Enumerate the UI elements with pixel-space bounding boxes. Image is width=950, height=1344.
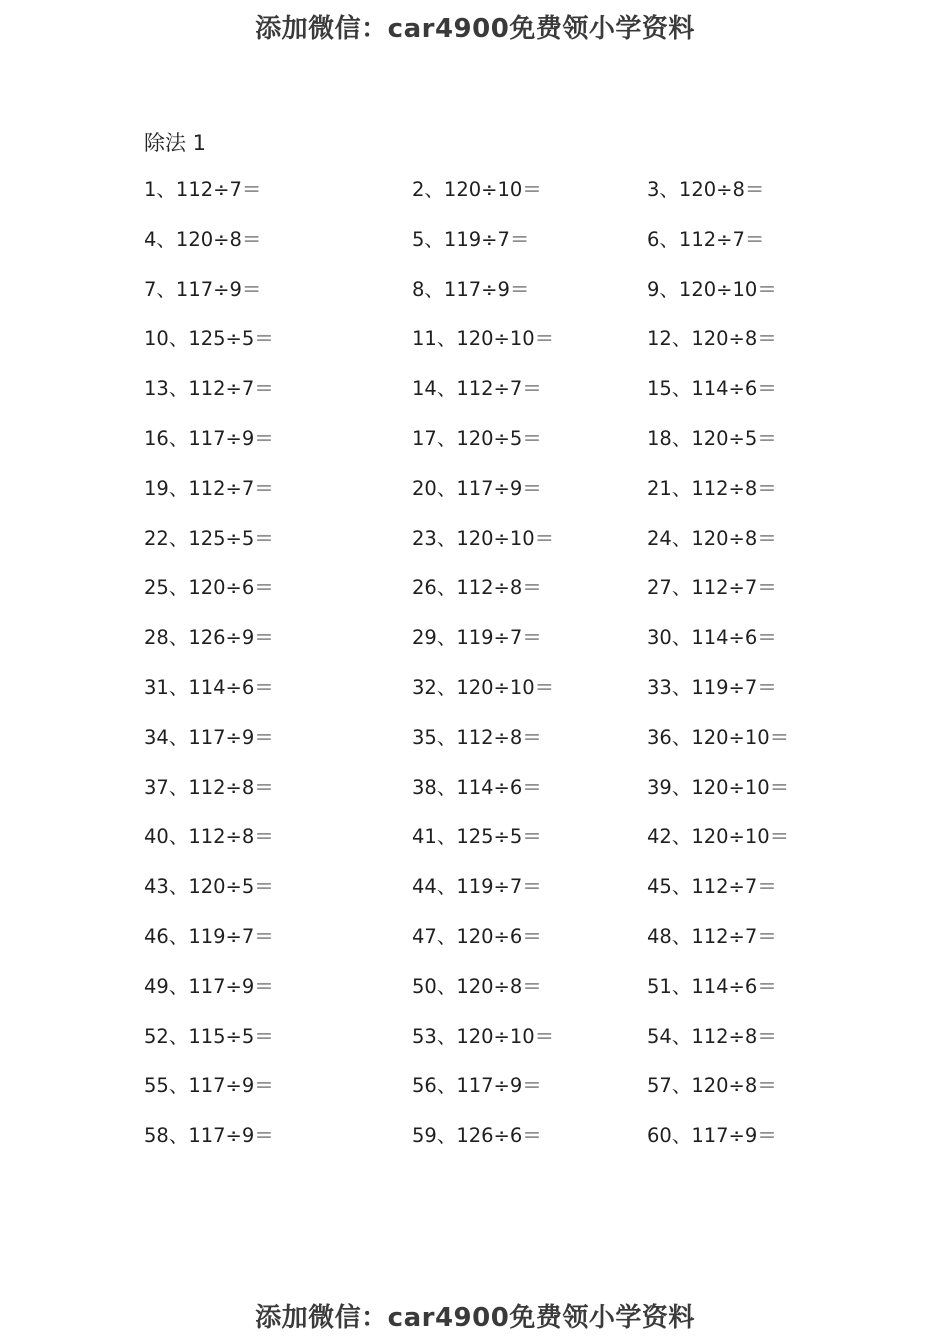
problem-item: 19、112÷7＝	[144, 476, 274, 500]
problem-item: 40、112÷8＝	[144, 825, 274, 849]
problem-item: 21、112÷8＝	[647, 476, 777, 500]
problem-item: 41、125÷5＝	[412, 825, 542, 849]
problem-item: 53、120÷10＝	[412, 1024, 555, 1048]
problem-item: 29、119÷7＝	[412, 626, 542, 650]
problem-item: 45、112÷7＝	[647, 875, 777, 899]
cropped-header-text	[270, 48, 680, 58]
problem-item: 25、120÷6＝	[144, 576, 274, 600]
problem-item: 56、117÷9＝	[412, 1074, 542, 1098]
problem-item: 27、112÷7＝	[647, 576, 777, 600]
problem-item: 4、120÷8＝	[144, 227, 262, 251]
problem-item: 15、114÷6＝	[647, 377, 777, 401]
problem-item: 48、112÷7＝	[647, 924, 777, 948]
problem-item: 12、120÷8＝	[647, 327, 777, 351]
problem-item: 14、112÷7＝	[412, 377, 542, 401]
problem-item: 17、120÷5＝	[412, 426, 542, 450]
problem-item: 18、120÷5＝	[647, 426, 777, 450]
problem-item: 37、112÷8＝	[144, 775, 274, 799]
problem-item: 5、119÷7＝	[412, 227, 530, 251]
problem-item: 10、125÷5＝	[144, 327, 274, 351]
problem-item: 7、117÷9＝	[144, 277, 262, 301]
problem-item: 16、117÷9＝	[144, 426, 274, 450]
problem-item: 28、126÷9＝	[144, 626, 274, 650]
cropped-footer-text	[270, 1286, 680, 1296]
problem-item: 33、119÷7＝	[647, 675, 777, 699]
watermark-bottom: 添加微信：car4900免费领小学资料	[255, 1303, 695, 1333]
watermark-top: 添加微信：car4900免费领小学资料	[255, 14, 695, 44]
problem-item: 1、112÷7＝	[144, 178, 262, 201]
problem-item: 6、112÷7＝	[647, 227, 765, 251]
problem-item: 2、120÷10＝	[412, 178, 542, 201]
problem-item: 60、117÷9＝	[647, 1124, 777, 1148]
problem-item: 34、117÷9＝	[144, 725, 274, 749]
problem-item: 55、117÷9＝	[144, 1074, 274, 1098]
problem-item: 9、120÷10＝	[647, 277, 777, 301]
problem-item: 59、126÷6＝	[412, 1124, 542, 1148]
problem-item: 58、117÷9＝	[144, 1124, 274, 1148]
problem-item: 44、119÷7＝	[412, 875, 542, 899]
problem-item: 35、112÷8＝	[412, 725, 542, 749]
problem-item: 30、114÷6＝	[647, 626, 777, 650]
problem-item: 54、112÷8＝	[647, 1024, 777, 1048]
problem-grid	[144, 174, 834, 1170]
problem-item: 26、112÷8＝	[412, 576, 542, 600]
problem-item: 22、125÷5＝	[144, 526, 274, 550]
problem-item: 20、117÷9＝	[412, 476, 542, 500]
problem-item: 13、112÷7＝	[144, 377, 274, 401]
problem-item: 43、120÷5＝	[144, 875, 274, 899]
problem-item: 3、120÷8＝	[647, 178, 765, 201]
problem-item: 51、114÷6＝	[647, 974, 777, 998]
problem-item: 11、120÷10＝	[412, 327, 555, 351]
problem-item: 32、120÷10＝	[412, 675, 555, 699]
problem-item: 8、117÷9＝	[412, 277, 530, 301]
problem-item: 39、120÷10＝	[647, 775, 790, 799]
problem-item: 49、117÷9＝	[144, 974, 274, 998]
problem-item: 46、119÷7＝	[144, 924, 274, 948]
problem-item: 23、120÷10＝	[412, 526, 555, 550]
problem-item: 24、120÷8＝	[647, 526, 777, 550]
problem-item: 57、120÷8＝	[647, 1074, 777, 1098]
problem-item: 52、115÷5＝	[144, 1024, 274, 1048]
problem-item: 36、120÷10＝	[647, 725, 790, 749]
problem-item: 47、120÷6＝	[412, 924, 542, 948]
problem-item: 50、120÷8＝	[412, 974, 542, 998]
section-title: 除法 1	[144, 131, 207, 155]
problem-item: 31、114÷6＝	[144, 675, 274, 699]
problem-item: 42、120÷10＝	[647, 825, 790, 849]
problem-item: 38、114÷6＝	[412, 775, 542, 799]
